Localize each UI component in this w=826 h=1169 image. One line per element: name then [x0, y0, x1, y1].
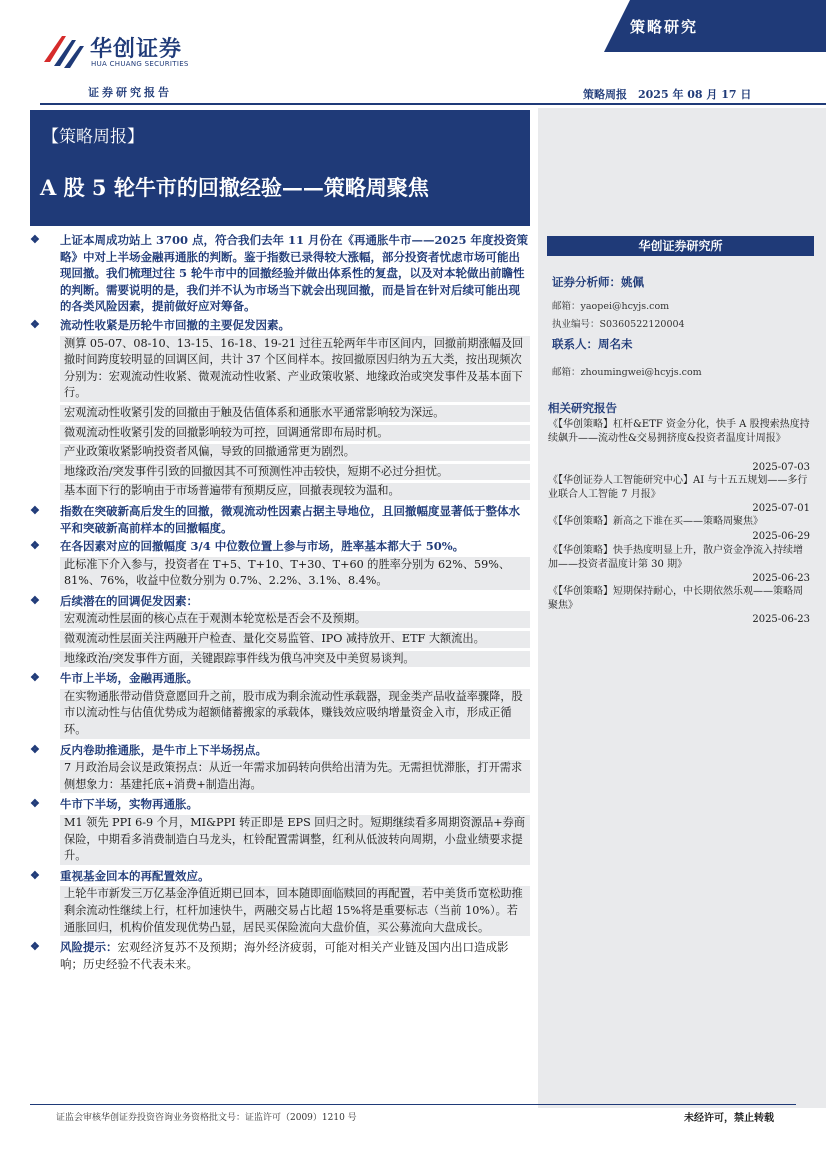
related-report-date: 2025-06-23 [752, 614, 810, 625]
diamond-bullet-icon: ❖ [30, 940, 40, 954]
detail-paragraph: 测算 05-07、08-10、13-15、16-18、19-21 过往五轮两年牛市区间内，回撤前期涨幅及回撤时间跨度较明显的回调区间，共计 37 个区间样本。按回撤原因归纳为五大类，按出现频次分别为：宏观流动性收紧、微观流动性收紧、产业政策收紧、地缘政治或突发事件及基本面下行。 [60, 336, 530, 402]
analyst-name: 证券分析师：姚佩 [552, 275, 644, 289]
related-report-link[interactable]: 《【华创证券人工智能研究中心】AI 与十五五规划——多行业联合人工智能 7 月报》 [548, 475, 808, 500]
related-report-date: 2025-06-23 [752, 573, 810, 584]
detail-paragraph: 微观流动性收紧引发的回撤影响较为可控，回调通常即布局时机。 [60, 425, 530, 442]
title-tag: 【策略周报】 [42, 127, 144, 147]
related-report-link[interactable]: 《【华创策略】快手热度明显上升，散户资金净流入持续增加——投资者温度计第 30 期》 [548, 545, 803, 570]
key-point-text: 在各因素对应的回撤幅度 3/4 中位数位置上参与市场，胜率基本都大于 50%。 [60, 539, 465, 554]
key-point [30, 742, 530, 759]
logo-english-name: HUA CHUANG SECURITIES [91, 60, 189, 68]
key-point-text: 后续潜在的回调促发因素： [60, 593, 198, 608]
risk-warning-text: 宏观经济复苏不及预期；海外经济疲弱，可能对相关产业链及国内出口造成影响；历史经验不代表未来。 [60, 940, 509, 971]
diamond-bullet-icon: ❖ [30, 593, 40, 607]
related-report-link[interactable]: 《【华创策略】杠杆&ETF 资金分化，快手 A 股搜索热度持续飙升——流动性&交易拥挤度&投资者温度计周报》 [548, 419, 810, 444]
company-logo [40, 32, 210, 76]
detail-paragraph: 宏观流动性收紧引发的回撤由于触及估值体系和通胀水平通常影响较为深远。 [60, 405, 530, 422]
contact-email[interactable]: 邮箱：zhoumingwei@hcyjs.com [552, 367, 702, 378]
risk-warning [30, 939, 530, 972]
key-point [30, 593, 530, 610]
key-point [30, 670, 530, 687]
related-reports-title: 相关研究报告 [548, 401, 617, 415]
page-title: A 股 5 轮牛市的回撤经验——策略周聚焦 [40, 175, 429, 200]
detail-paragraph: 此标准下介入参与，投资者在 T+5、T+10、T+30、T+60 的胜率分别为 62%、59%、81%、76%，收益中位数分别为 0.7%、2.2%、3.1%、8.4%。 [60, 557, 530, 590]
contact-name: 联系人：周名未 [552, 337, 633, 351]
analyst-license: 执业编号：S0360522120004 [552, 319, 685, 330]
category-tab-label: 策略研究 [630, 18, 699, 36]
key-point-text: 牛市下半场，实物再通胀。 [60, 797, 198, 812]
key-point [30, 796, 530, 813]
related-report-date: 2025-07-03 [752, 462, 810, 473]
detail-paragraph: 地缘政治/突发事件引致的回撤因其不可预测性冲击较快，短期不必过分担忧。 [60, 464, 530, 481]
related-report-link[interactable]: 《【华创策略】新高之下谁在买——策略周聚焦》 [548, 516, 763, 527]
footer-license: 证监会审核华创证券投资咨询业务资格批文号：证监许可（2009）1210 号 [56, 1113, 357, 1123]
footer-notice: 未经许可，禁止转载 [684, 1113, 774, 1124]
analyst-email[interactable]: 邮箱：yaopei@hcyjs.com [552, 301, 670, 312]
diamond-bullet-icon: ❖ [30, 539, 40, 553]
key-point-text: 重视基金回本的再配置效应。 [60, 868, 210, 883]
diamond-bullet-icon: ❖ [30, 868, 40, 882]
key-point-text: 反内卷助推通胀，是牛市上下半场拐点。 [60, 742, 267, 757]
detail-paragraph: 基本面下行的影响由于市场普遍带有预期反应，回撤表现较为温和。 [60, 483, 530, 500]
related-report-date: 2025-07-01 [752, 503, 810, 514]
main-content [30, 232, 530, 974]
report-date: 策略周报 2025 年 08 月 17 日 [583, 88, 752, 101]
detail-paragraph: 在实物通胀带动借贷意愿回升之前，股市成为剩余流动性承载器，现金类产品收益率骤降，股市以流动性与估值优势成为超额储蓄搬家的承载体，赚钱效应吸纳增量资金入市，形成正循环。 [60, 689, 530, 739]
detail-paragraph: 产业政策收紧影响投资者风偏，导致的回撤通常更为剧烈。 [60, 444, 530, 461]
detail-paragraph: 微观流动性层面关注两融开户检查、量化交易监管、IPO 减持放开、ETF 大额流出。 [60, 631, 530, 648]
related-report-date: 2025-06-29 [752, 531, 810, 542]
detail-paragraph: 宏观流动性层面的核心点在于观测本轮宽松是否会不及预期。 [60, 611, 530, 628]
risk-warning-label: 风险提示： [60, 940, 118, 955]
diamond-bullet-icon: ❖ [30, 797, 40, 811]
header-divider [40, 103, 826, 105]
key-point [30, 538, 530, 555]
key-point [30, 317, 530, 334]
related-report-link[interactable]: 《【华创策略】短期保持耐心，中长期依然乐观——策略周聚焦》 [548, 586, 803, 611]
diamond-bullet-icon: ❖ [30, 317, 40, 331]
key-point-text: 指数在突破新高后发生的回撤，微观流动性因素占据主导地位，且回撤幅度显著低于整体水平和突破新高前样本的回撤幅度。 [60, 503, 520, 535]
diamond-bullet-icon: ❖ [30, 742, 40, 756]
detail-paragraph: M1 领先 PPI 6-9 个月，MI&PPI 转正即是 EPS 回归之时。短期继续看多周期资源品+券商保险，中期看多消费制造白马龙头，杠铃配置需调整，红利从低波转向周期，小盘业绩要求提升。 [60, 815, 530, 865]
key-point [30, 503, 530, 536]
logo-mark-icon [40, 32, 86, 72]
key-point-text: 流动性收紧是历轮牛市回撤的主要促发因素。 [60, 317, 290, 332]
logo-chinese-name: 华创证券 [90, 37, 183, 62]
diamond-bullet-icon: ❖ [30, 503, 40, 517]
key-point-text: 牛市上半场，金融再通胀。 [60, 671, 198, 686]
key-point-text: 上证本周成功站上 3700 点，符合我们去年 11 月份在《再通胀牛市——2025 年度投资策略》中对上半场金融再通胀的判断。鉴于指数已录得较大涨幅，部分投资者忧虑市场可能出现回撤。我们梳理过往 5 轮牛市中的回撤经验并做出体系性的复盘，以及对本轮做出前瞻性的判断。需要说明的是，我们并不认为市场当下就会出现回撤，而是旨在针对后续可能出现的各类风险因素，提前做好应对筹备。 [60, 233, 529, 314]
report-type-label: 证券研究报告 [88, 86, 172, 99]
sidebar-header: 华创证券研究所 [547, 236, 814, 256]
detail-paragraph: 地缘政治/突发事件方面，关键跟踪事件线为俄乌冲突及中美贸易谈判。 [60, 651, 530, 668]
diamond-bullet-icon: ❖ [30, 671, 40, 685]
footer-divider [30, 1104, 796, 1105]
detail-paragraph: 上轮牛市新发三万亿基金净值近期已回本，回本随即面临赎回的再配置，若中美货币宽松助推剩余流动性继续上行，杠杆加速快牛，两融交易占比超 15%将是重要标志（当前 10%）。若通胀回归，机构价值发现优势凸显，居民买保险流向大盘价值，买公募流向大盘成长。 [60, 886, 530, 936]
category-tab-notch [604, 0, 630, 52]
key-point [30, 868, 530, 885]
detail-paragraph: 7 月政治局会议是政策拐点：从近一年需求加码转向供给出清为先。无需担忧滞胀，打开需求侧想象力：基建托底+消费+制造出海。 [60, 760, 530, 793]
diamond-bullet-icon: ❖ [30, 233, 40, 246]
key-point [30, 232, 530, 315]
